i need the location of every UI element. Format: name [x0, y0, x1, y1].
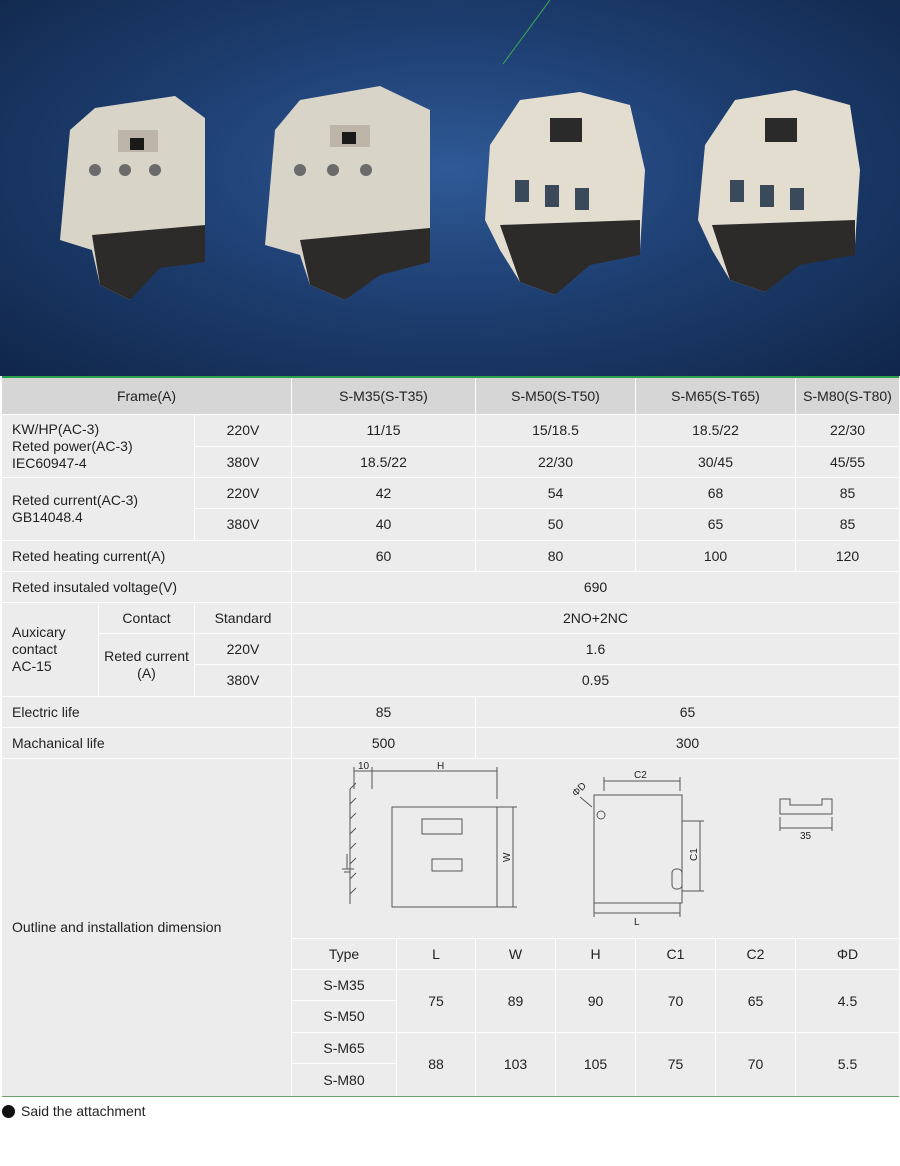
spec-value: 40: [375, 516, 392, 532]
product-banner: [0, 0, 900, 376]
spec-value: 85: [839, 484, 856, 501]
dim-10: 10: [358, 761, 370, 772]
dim-col-header: Type: [328, 945, 360, 962]
voltage-label: 220V: [226, 422, 260, 438]
spec-table: [2, 376, 899, 1097]
spec-value: 65: [707, 516, 724, 532]
spec-value: 11/15: [366, 422, 401, 438]
rated-power-label: KW/HP(AC-3) Reted power(AC-3) IEC60947-4: [12, 420, 133, 471]
dim-value: 90: [587, 992, 604, 1009]
dim-value: 88: [428, 1056, 444, 1072]
spec-value: 45/55: [829, 453, 866, 470]
spec-value: 85: [375, 703, 392, 720]
dim-value: 5.5: [837, 1056, 858, 1072]
heating-current-label: Reted heating current(A): [12, 547, 166, 564]
dim-col-header: W: [508, 945, 523, 962]
spec-value: 300: [675, 734, 700, 751]
spec-value: 0.95: [581, 672, 610, 688]
model-header: S-M80(S-T80): [796, 378, 899, 414]
dim-col-header: L: [432, 945, 440, 962]
spec-value: 18.5/22: [360, 453, 407, 470]
contactor-image-1: [60, 96, 205, 300]
dim-value: 105: [583, 1056, 608, 1072]
spec-value: 54: [547, 484, 564, 501]
spec-value: 500: [371, 734, 396, 751]
spec-value: 42: [375, 484, 392, 501]
dim-w: W: [502, 852, 513, 862]
dim-value: 89: [507, 992, 524, 1009]
dim-rail: 35: [800, 831, 812, 842]
voltage-label: 380V: [226, 453, 260, 470]
dim-value: 70: [747, 1056, 764, 1072]
model-header: S-M50(S-T50): [476, 378, 635, 414]
spec-value: 65: [679, 703, 696, 720]
dim-col-header: C1: [666, 945, 685, 962]
aux-current-label: Reted current (A): [104, 648, 189, 681]
spec-value: 50: [547, 516, 564, 532]
spec-value: 30/45: [697, 453, 734, 470]
dim-c1: C1: [689, 848, 700, 861]
insulated-voltage-label: Reted insutaled voltage(V): [12, 578, 177, 595]
type-cell: S-M35: [323, 976, 365, 993]
type-cell: S-M80: [323, 1071, 365, 1088]
spec-value: 690: [583, 578, 608, 595]
spec-value: 22/30: [829, 422, 866, 438]
contactor-image-2: [265, 86, 430, 300]
spec-value: 22/30: [537, 453, 574, 470]
spec-value: 100: [703, 547, 728, 564]
type-cell: S-M50: [323, 1008, 365, 1024]
spec-value: 120: [835, 547, 860, 564]
spec-value: 1.6: [585, 640, 606, 657]
bullet-dot-icon: [2, 1105, 15, 1118]
footnote-text: Said the attachment: [21, 1103, 146, 1119]
spec-value: 18.5/22: [692, 422, 739, 438]
frame-header: Frame(A): [2, 378, 291, 414]
dim-col-header: H: [590, 945, 601, 962]
voltage-label: 380V: [226, 672, 260, 688]
spec-value: 2NO+2NC: [563, 609, 628, 626]
outline-label: Outline and installation dimension: [12, 919, 222, 935]
dim-value: 65: [747, 992, 764, 1009]
contact-label: Contact: [122, 609, 171, 626]
dim-value: 4.5: [837, 992, 858, 1009]
dim-value: 103: [503, 1056, 528, 1072]
dim-c2: C2: [634, 770, 647, 781]
dim-h: H: [437, 761, 445, 772]
spec-value: 68: [707, 484, 724, 501]
standard-label: Standard: [214, 609, 272, 626]
spec-value: 15/18.5: [532, 422, 579, 438]
voltage-label: 380V: [226, 516, 260, 532]
outline-drawing: [292, 759, 899, 938]
dim-l: L: [634, 917, 640, 928]
auxiliary-contact-label: Auxicary contact AC-15: [12, 624, 66, 674]
contactor-image-4: [698, 90, 860, 292]
model-header: S-M35(S-T35): [292, 378, 475, 414]
voltage-label: 220V: [226, 640, 260, 657]
spec-value: 60: [375, 547, 392, 564]
dim-col-header: ΦD: [836, 945, 859, 962]
dim-value: 75: [667, 1056, 684, 1072]
electric-life-label: Electric life: [12, 703, 80, 720]
spec-value: 85: [839, 516, 856, 532]
voltage-label: 220V: [226, 484, 260, 501]
model-header: S-M65(S-T65): [636, 378, 795, 414]
type-cell: S-M65: [323, 1039, 365, 1056]
spec-value: 80: [547, 547, 564, 564]
dim-value: 75: [428, 992, 444, 1009]
footnote: [2, 1103, 146, 1119]
dim-col-header: C2: [746, 945, 765, 962]
contactor-image-3: [485, 92, 645, 295]
rated-current-label: Reted current(AC-3) GB14048.4: [12, 492, 139, 525]
dim-phid: ΦD: [570, 780, 589, 800]
dim-value: 70: [667, 992, 684, 1009]
mechanical-life-label: Machanical life: [12, 734, 105, 751]
